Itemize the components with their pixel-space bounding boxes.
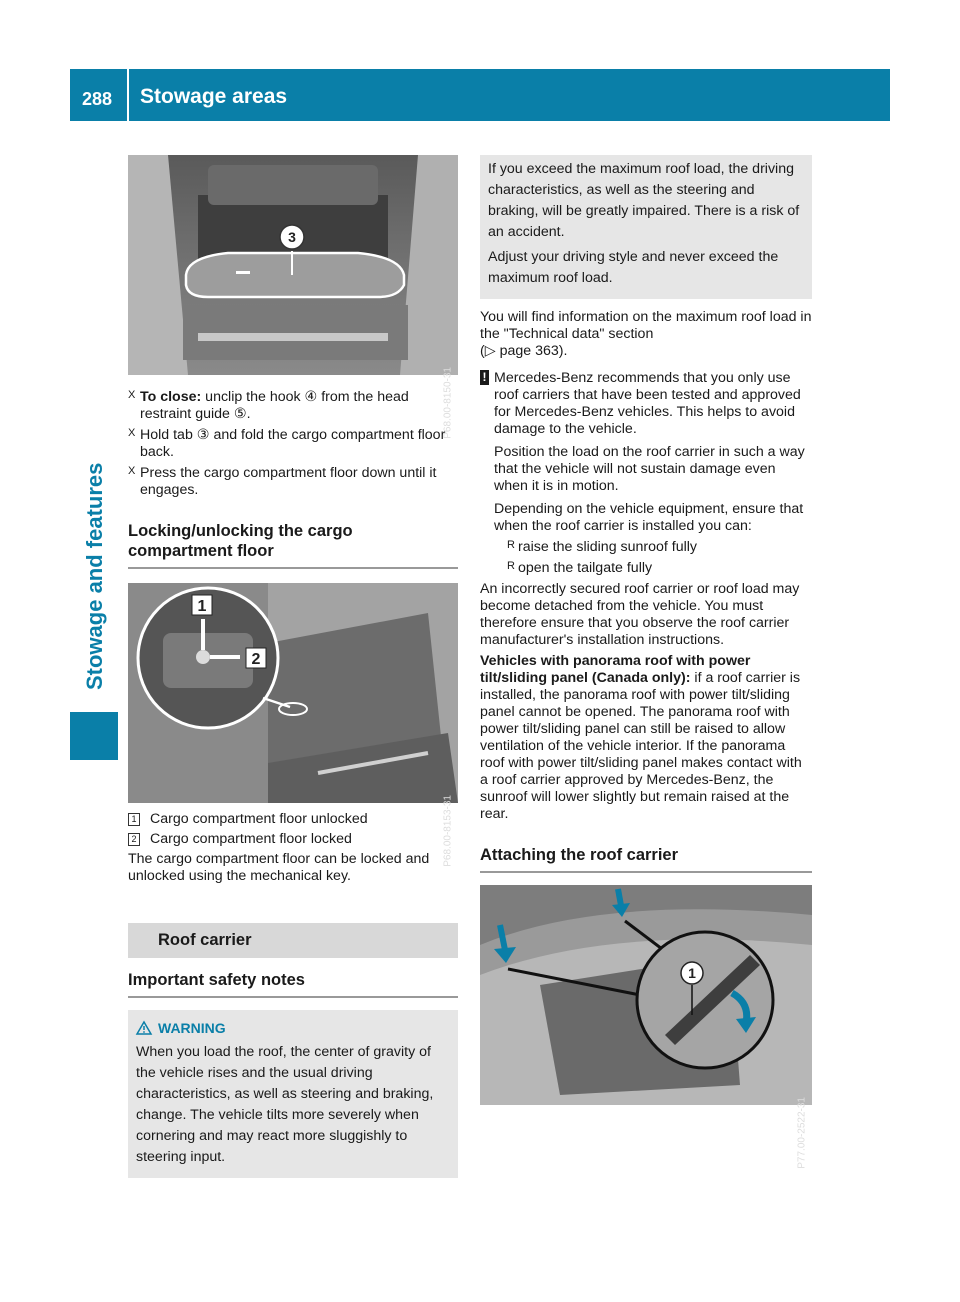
step-text: Hold tab ③ and fold the cargo compartment floor back. — [140, 427, 446, 460]
notice-text-1: Mercedes-Benz recommends that you only use roof carriers that have been tested and approved for Mercedes-Benz vehicles. This helps to avoid damage to the vehicle. — [494, 370, 801, 437]
side-section-marker — [70, 712, 118, 760]
bullet-icon: R — [507, 539, 515, 551]
cargo-floor-illustration — [128, 155, 458, 375]
step-arrow-icon: X — [128, 427, 136, 439]
notice-text-2: Position the load on the roof carrier in such a way that the vehicle will not sustain damage even when it is in motion. — [494, 444, 805, 494]
warning-text: When you load the roof, the center of gravity of the vehicle rises and the usual driving characteristics, as well as steering and braking, change. The vehicle tilts more severely when cornering and may react more sluggishly to steering input. — [136, 1044, 434, 1165]
attaching-heading: Attaching the roof carrier — [480, 845, 812, 873]
legend-item — [128, 811, 458, 828]
callout-1: 1 — [688, 965, 696, 981]
step-text: unclip the hook ④ from the head restraint guide ⑤. — [140, 389, 409, 422]
warning-triangle-icon — [136, 1021, 152, 1035]
panorama-label: Vehicles with panorama roof with power tilt/sliding panel (Canada only): — [480, 653, 751, 686]
label-2: 2 — [251, 651, 261, 668]
roof-carrier-illustration — [480, 885, 812, 1105]
roof-load-advice-text: Adjust your driving style and never exceed the maximum roof load. — [488, 249, 779, 286]
locking-heading: Locking/unlocking the cargo compartment floor — [128, 521, 458, 569]
instruction-step — [128, 389, 458, 423]
info-text: You will find information on the maximum roof load in the "Technical data" section — [480, 309, 812, 342]
left-column — [128, 155, 458, 1178]
step-arrow-icon: X — [128, 465, 136, 477]
list-item-text: raise the sliding sunroof fully — [518, 539, 698, 555]
warning-title: WARNING — [158, 1020, 226, 1036]
notice-text-3: Depending on the vehicle equipment, ensure that when the roof carrier is installed you can: — [494, 501, 804, 534]
instruction-step — [128, 427, 458, 461]
warning-header — [136, 1020, 450, 1036]
step-text: Press the cargo compartment floor down until it engages. — [140, 465, 437, 498]
roof-carrier-figure — [480, 885, 812, 1169]
safety-heading: Important safety notes — [128, 970, 458, 998]
incorrect-carrier-text: An incorrectly secured roof carrier or roof load may become detached from the vehicle. You must therefore ensure that you observe the roof carrier manufacturer's installation instructions. — [480, 581, 800, 648]
legend-text: Cargo compartment floor unlocked — [150, 811, 368, 827]
warning-box — [128, 1010, 458, 1178]
page-reference-link[interactable]: (▷ page 363). — [480, 343, 568, 359]
list-item-text: open the tailgate fully — [518, 560, 653, 576]
page-header — [70, 69, 890, 121]
notice-block — [480, 370, 812, 577]
legend-item — [128, 831, 458, 848]
locking-text: The cargo compartment floor can be locked and unlocked using the mechanical key. — [128, 851, 430, 884]
page-number: 288 — [82, 89, 113, 109]
step-label: To close: — [140, 389, 202, 405]
figure-code: P68.00-8153-31 — [443, 795, 454, 867]
right-column — [480, 155, 812, 1169]
figure-code: P68.00-8150-31 — [443, 367, 454, 439]
list-item — [494, 539, 812, 556]
instruction-step — [128, 465, 458, 499]
list-item — [494, 560, 812, 577]
figure-code: P77.00-2522-31 — [797, 1097, 808, 1169]
step-arrow-icon: X — [128, 389, 136, 401]
notice-exclamation-icon: ! — [480, 370, 489, 385]
header-divider — [127, 69, 129, 121]
roof-load-warning-box — [480, 155, 812, 299]
callout-3: 3 — [288, 229, 296, 245]
label-1: 1 — [197, 598, 207, 615]
roof-carrier-bar: Roof carrier — [128, 923, 458, 958]
legend-key: 2 — [128, 833, 140, 846]
side-section-text: Stowage and features — [82, 462, 107, 690]
legend-key: 1 — [128, 813, 140, 826]
bullet-icon: R — [507, 560, 515, 572]
locking-illustration — [128, 583, 458, 803]
legend-text: Cargo compartment floor locked — [150, 831, 352, 847]
page-title: Stowage areas — [140, 85, 288, 108]
roof-load-warning-text: If you exceed the maximum roof load, the driving characteristics, as well as the steering and braking, will be greatly impaired. There is a risk of an accident. — [488, 161, 800, 240]
panorama-text: if a roof carrier is installed, the panorama roof with power tilt/sliding panel cannot be opened. The panorama roof with power tilt/sliding panel can still be raised to allow ventilation of the vehicle interior. If the panorama roof with power tilt/sliding panel makes contact with a roof carrier approved by Mercedes-Benz, the sunroof will lower slightly but remain raised at the rear. — [480, 670, 802, 822]
